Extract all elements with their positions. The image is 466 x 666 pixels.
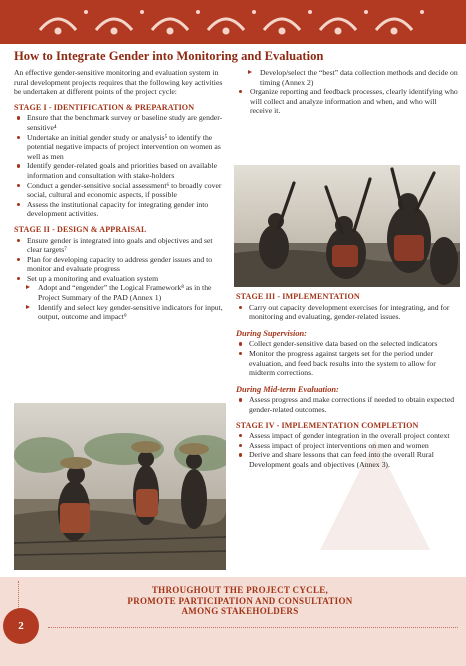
footer-line: AMONG STAKEHOLDERS <box>181 606 299 617</box>
stage-2-list <box>14 236 226 284</box>
list-item: Set up a monitoring and evaluation system <box>14 274 226 284</box>
list-item: Plan for developing capacity to address gender issues and to monitor and evaluate progress <box>14 255 226 274</box>
list-item: Organize reporting and feedback processes, clearly identifying who will collect and analyze information and when, and who will receive it. <box>236 87 458 116</box>
list-item: Carry out capacity development exercises for integrating, and for monitoring and evaluating, gender-related issues. <box>236 303 458 322</box>
right-column-top <box>236 68 458 116</box>
list-item: Assess impact of project interventions on men and women <box>236 441 458 451</box>
list-item: Assess progress and make corrections if needed to obtain expected gender-related outcomes. <box>236 395 458 414</box>
supervision-heading: During Supervision: <box>236 328 307 338</box>
list-item: Collect gender-sensitive data based on the selected indicators <box>236 339 458 349</box>
sub-list-item: Develop/select the “best” data collection methods and decide on timing (Annex 2) <box>236 68 458 87</box>
stage-3-list <box>236 303 458 322</box>
stage-2-continued-sublist <box>236 68 458 87</box>
stage-4-list <box>236 431 458 469</box>
midterm-list <box>236 395 458 414</box>
stage-2-continued-list <box>236 87 458 116</box>
list-item: Monitor the progress against targets set for the period under evaluation, and feed back results into the system to allow for midterm corrections. <box>236 349 458 378</box>
photo-women-hoeing <box>234 165 460 287</box>
sub-list-item: Adopt and “engender” the Logical Framework⁸ as in the Project Summary of the PAD (Annex 1) <box>14 283 226 302</box>
left-column <box>14 68 226 322</box>
list-item: Derive and share lessons that can feed into the overall Rural Development goals and objectives (Annex 3). <box>236 450 458 469</box>
list-item: Ensure gender is integrated into goals and objectives and set clear targets⁷ <box>14 236 226 255</box>
stage-4-heading: STAGE IV - IMPLEMENTATION COMPLETION <box>236 420 419 430</box>
list-item: Conduct a gender-sensitive social assessment⁶ to broadly cover social, cultural and economic aspects, if possible <box>14 181 226 200</box>
list-item: Undertake an initial gender study or analysis⁵ to identify the potential negative impacts of project intervention on women as well as men <box>14 133 226 162</box>
footer-callout <box>0 577 466 666</box>
midterm-heading: During Mid-term Evaluation: <box>236 384 339 394</box>
photo-women-carrying-baskets <box>14 403 226 570</box>
page-title: How to Integrate Gender into Monitoring and Evaluation <box>14 49 324 63</box>
stage-1-heading: STAGE I - IDENTIFICATION & PREPARATION <box>14 102 195 112</box>
list-item: Identify gender-related goals and priorities based on available information and consultation with stake-holders <box>14 161 226 180</box>
footer-dotted-rule <box>18 581 19 609</box>
right-column-bottom <box>236 292 458 470</box>
intro-paragraph: An effective gender-sensitive monitoring and evaluation system in rural development projects requires that the following key activities be undertaken at different points of the project cycle: <box>14 68 223 97</box>
list-item: Assess impact of gender integration in the overall project context <box>236 431 458 441</box>
stage-2-heading: STAGE II - DESIGN & APPRAISAL <box>14 224 147 234</box>
top-banner <box>0 0 466 44</box>
supervision-list <box>236 339 458 377</box>
stage-1-list <box>14 113 226 219</box>
footer-line: THROUGHOUT THE PROJECT CYCLE, <box>151 585 329 595</box>
footer-line: PROMOTE PARTICIPATION AND CONSULTATION <box>127 595 353 606</box>
footer-dotted-line <box>48 627 458 628</box>
sub-list-item: Identify and select key gender-sensitive indicators for input, output, outcome and impact⁹ <box>14 303 226 322</box>
list-item: Ensure that the benchmark survey or baseline study are gender-sensitive⁴ <box>14 113 226 132</box>
list-item: Assess the institutional capacity for integrating gender into development activities. <box>14 200 226 219</box>
decorative-motif-icon <box>0 0 466 44</box>
page-number-badge: 2 <box>3 608 39 644</box>
stage-3-heading: STAGE III - IMPLEMENTATION <box>236 292 360 301</box>
stage-2-sublist <box>14 283 226 321</box>
footer-message <box>60 585 420 617</box>
